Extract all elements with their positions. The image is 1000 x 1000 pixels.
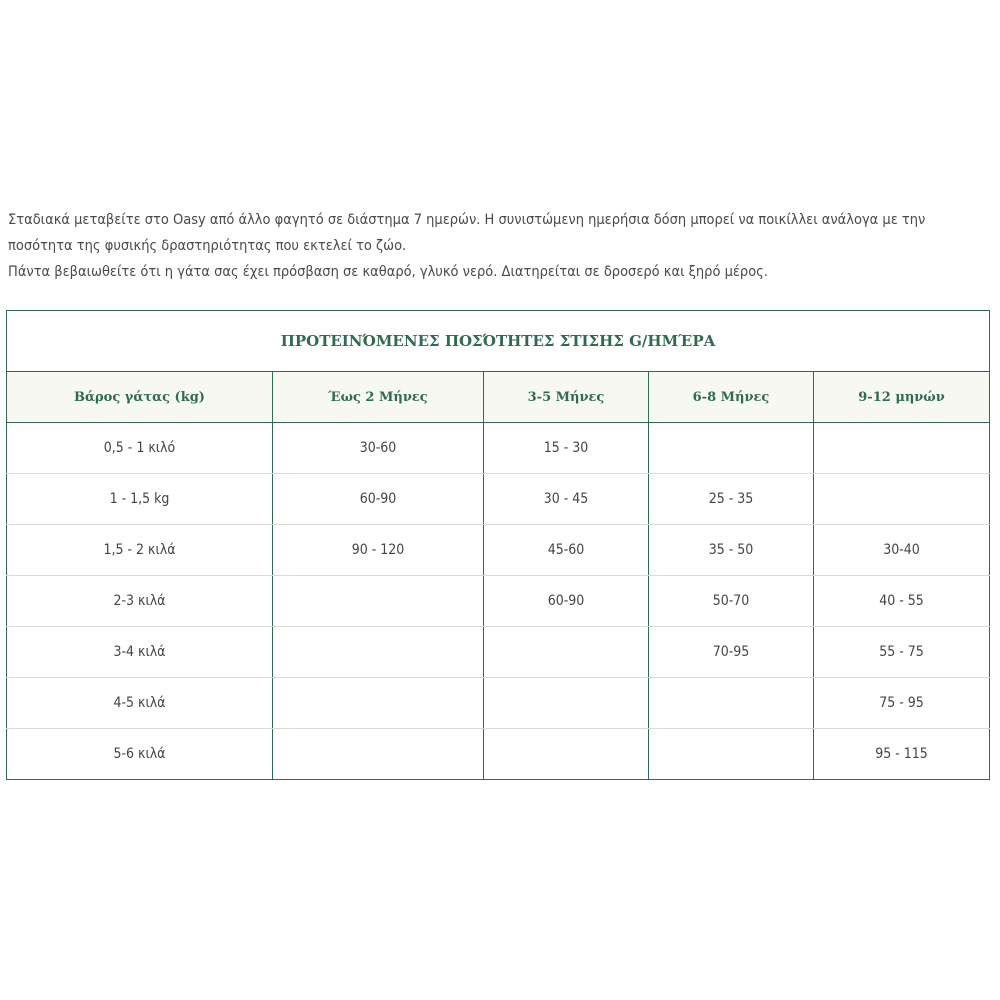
dosage-cell: 40 - 55 — [814, 576, 990, 627]
dosage-cell: 95 - 115 — [814, 729, 990, 780]
dosage-cell — [484, 678, 649, 729]
dosage-cell: 50-70 — [649, 576, 814, 627]
weight-cell: 5-6 κιλά — [7, 729, 273, 780]
weight-cell: 0,5 - 1 κιλό — [7, 423, 273, 474]
dosage-cell — [484, 627, 649, 678]
column-header-3-5-months: 3-5 Μήνες — [484, 372, 649, 423]
table-row — [7, 729, 990, 780]
dosage-cell: 25 - 35 — [649, 474, 814, 525]
dosage-cell: 75 - 95 — [814, 678, 990, 729]
dosage-cell: 45-60 — [484, 525, 649, 576]
column-header-9-12-months: 9-12 μηνών — [814, 372, 990, 423]
dosage-cell: 70-95 — [649, 627, 814, 678]
dosage-cell: 30-60 — [273, 423, 484, 474]
dosage-cell — [649, 423, 814, 474]
column-header-6-8-months: 6-8 Μήνες — [649, 372, 814, 423]
dosage-cell — [649, 729, 814, 780]
dosage-cell — [814, 423, 990, 474]
column-header-up-to-2-months: Έως 2 Μήνες — [273, 372, 484, 423]
table-row — [7, 423, 990, 474]
dosage-cell — [649, 678, 814, 729]
table-title-row — [7, 311, 990, 372]
dosage-cell — [273, 729, 484, 780]
table-row — [7, 525, 990, 576]
instruction-line: Πάντα βεβαιωθείτε ότι η γάτα σας έχει πρόσβαση σε καθαρό, γλυκό νερό. Διατηρείται σε δροσερό και ξηρό μέρος. — [8, 264, 768, 280]
column-header-weight: Βάρος γάτας (kg) — [7, 372, 273, 423]
table-row — [7, 474, 990, 525]
weight-cell: 3-4 κιλά — [7, 627, 273, 678]
dosage-cell — [273, 678, 484, 729]
table-row — [7, 627, 990, 678]
dosage-cell: 90 - 120 — [273, 525, 484, 576]
dosage-cell — [814, 474, 990, 525]
dosage-cell — [484, 729, 649, 780]
table-row — [7, 576, 990, 627]
dosage-cell: 60-90 — [273, 474, 484, 525]
dosage-cell: 30-40 — [814, 525, 990, 576]
dosage-table — [6, 310, 990, 780]
dosage-cell — [273, 627, 484, 678]
instruction-line: Σταδιακά μεταβείτε στο Oasy από άλλο φαγητό σε διάστημα 7 ημερών. Η συνιστώμενη ημερήσια δόση μπορεί να ποικίλλει ανάλογα με την — [8, 212, 926, 228]
weight-cell: 1 - 1,5 kg — [7, 474, 273, 525]
weight-cell: 2-3 κιλά — [7, 576, 273, 627]
table-title: ΠΡΟΤΕΙΝΌΜΕΝΕΣ ΠΟΣΌΤΗΤΕΣ ΣΤΙΣΗΣ G/ΗΜΈΡΑ — [7, 311, 990, 372]
dosage-cell: 30 - 45 — [484, 474, 649, 525]
dosage-cell: 55 - 75 — [814, 627, 990, 678]
dosage-cell: 60-90 — [484, 576, 649, 627]
dosage-cell: 15 - 30 — [484, 423, 649, 474]
dosage-cell — [273, 576, 484, 627]
dosage-cell: 35 - 50 — [649, 525, 814, 576]
weight-cell: 4-5 κιλά — [7, 678, 273, 729]
table-row — [7, 678, 990, 729]
instruction-line: ποσότητα της φυσικής δραστηριότητας που εκτελεί το ζώο. — [8, 238, 407, 254]
feeding-instructions — [8, 207, 993, 285]
table-header-row — [7, 372, 990, 423]
weight-cell: 1,5 - 2 κιλά — [7, 525, 273, 576]
